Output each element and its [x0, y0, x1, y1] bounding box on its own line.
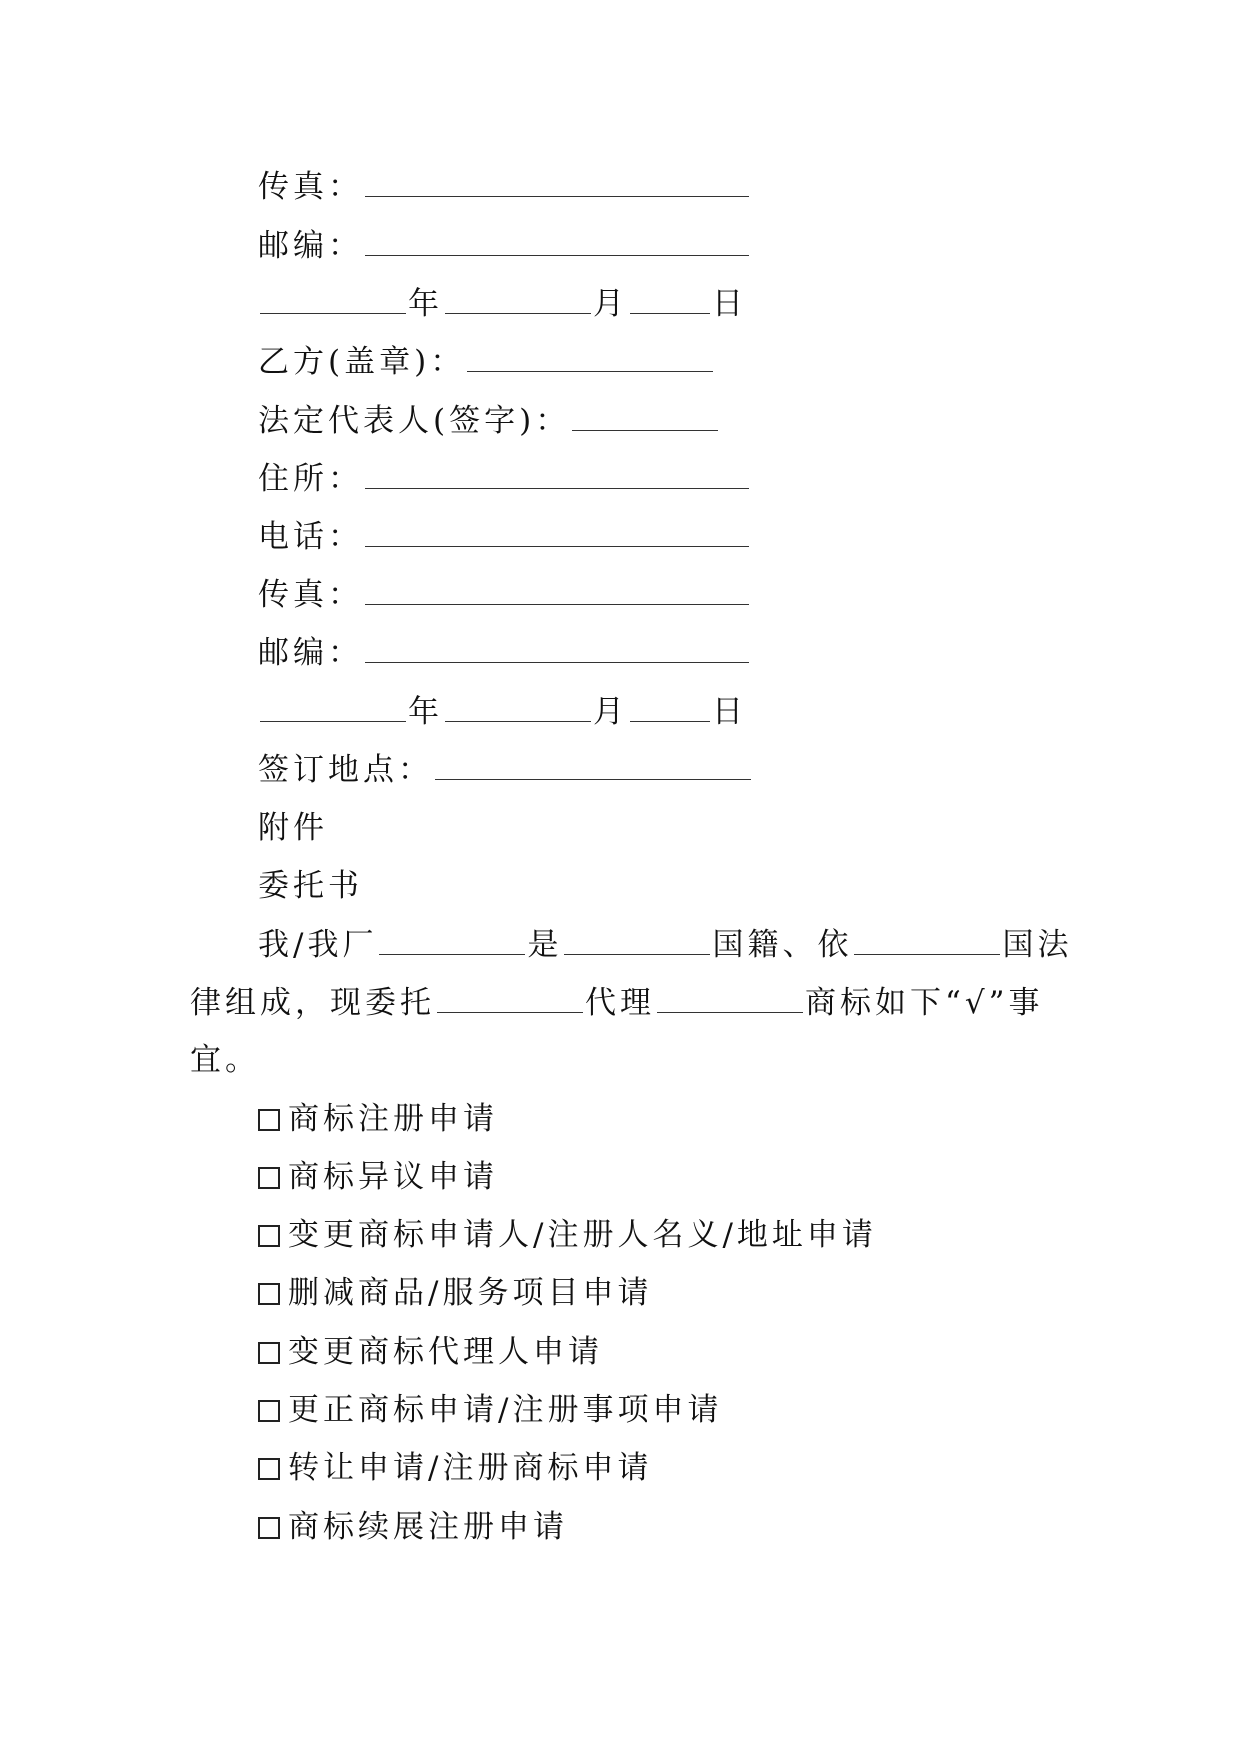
checkbox-icon[interactable]: [258, 1400, 280, 1422]
phone-line: [258, 516, 751, 556]
option-label: 商标注册申请: [288, 1101, 498, 1137]
checkbox-icon[interactable]: [258, 1458, 280, 1480]
party-b-seal-label: 乙方(盖章)：: [258, 344, 466, 380]
year-blank[interactable]: [260, 283, 406, 314]
entity-name-blank[interactable]: [379, 924, 525, 955]
p2-text-c: 商标如下“√”事: [805, 985, 1044, 1021]
checkbox-icon[interactable]: [258, 1167, 280, 1189]
option-item[interactable]: [258, 1215, 877, 1255]
option-label: 变更商标申请人/注册人名义/地址申请: [288, 1217, 877, 1253]
fax-line-a: [258, 166, 751, 206]
legal-rep-label: 法定代表人(签字)：: [258, 403, 571, 439]
option-label: 商标续展注册申请: [288, 1509, 568, 1545]
postcode-line-b: [258, 632, 751, 672]
postcode-line-a: [258, 225, 751, 265]
month-label-b: 月: [593, 694, 628, 730]
address-line: [258, 458, 751, 498]
option-label: 转让申请/注册商标申请: [288, 1450, 653, 1486]
checkbox-icon[interactable]: [258, 1225, 280, 1247]
party-b-seal-line: [258, 341, 715, 381]
nationality-blank[interactable]: [564, 924, 710, 955]
option-label: 商标异议申请: [288, 1159, 498, 1195]
p2-text-b: 代理: [585, 985, 655, 1021]
date-line-b: [258, 691, 747, 731]
address-blank[interactable]: [365, 458, 749, 489]
option-label: 变更商标代理人申请: [288, 1334, 603, 1370]
month-label: 月: [593, 286, 628, 322]
option-item[interactable]: [258, 1507, 568, 1547]
agent-blank[interactable]: [437, 982, 583, 1013]
paragraph-line-1: [258, 924, 1072, 964]
p1-text-d: 国法: [1002, 927, 1073, 963]
postcode-blank-b[interactable]: [365, 632, 749, 663]
phone-label: 电话：: [258, 519, 363, 555]
legal-rep-blank[interactable]: [572, 400, 718, 431]
option-item[interactable]: [258, 1448, 652, 1488]
option-label: 删减商品/服务项目申请: [288, 1275, 653, 1311]
p2-text-a: 律组成，现委托: [190, 985, 435, 1021]
attachment-title: 委托书: [258, 868, 363, 904]
trademark-blank[interactable]: [657, 982, 803, 1013]
checkbox-icon[interactable]: [258, 1517, 280, 1539]
day-label-b: 日: [712, 694, 747, 730]
address-label: 住所：: [258, 461, 363, 497]
phone-blank[interactable]: [365, 516, 749, 547]
day-label: 日: [712, 286, 747, 322]
signing-place-label: 签订地点：: [258, 752, 433, 788]
month-blank[interactable]: [445, 283, 591, 314]
year-label-b: 年: [408, 694, 443, 730]
checkbox-icon[interactable]: [258, 1109, 280, 1131]
year-blank-b[interactable]: [260, 691, 406, 722]
option-item[interactable]: [258, 1273, 652, 1313]
legal-rep-line: [258, 400, 720, 440]
postcode-label: 邮编：: [258, 228, 363, 264]
date-line-a: [258, 283, 747, 323]
month-blank-b[interactable]: [445, 691, 591, 722]
signing-place-line: [258, 749, 753, 789]
signing-place-blank[interactable]: [435, 749, 751, 780]
law-country-blank[interactable]: [854, 924, 1000, 955]
party-b-seal-blank[interactable]: [467, 341, 713, 372]
year-label: 年: [408, 286, 443, 322]
option-item[interactable]: [258, 1099, 498, 1139]
fax-label-b: 传真：: [258, 577, 363, 613]
checkbox-icon[interactable]: [258, 1283, 280, 1305]
postcode-blank[interactable]: [365, 225, 749, 256]
attachment-heading: 附件: [258, 810, 328, 846]
fax-line-b: [258, 574, 751, 614]
fax-blank[interactable]: [365, 166, 749, 197]
option-item[interactable]: [258, 1390, 722, 1430]
checkbox-icon[interactable]: [258, 1342, 280, 1364]
fax-blank-b[interactable]: [365, 574, 749, 605]
option-item[interactable]: [258, 1157, 498, 1197]
option-item[interactable]: [258, 1332, 603, 1372]
paragraph-line-3: 宜。: [190, 1042, 260, 1078]
option-label: 更正商标申请/注册事项申请: [288, 1392, 723, 1428]
fax-label: 传真：: [258, 169, 363, 205]
p1-text-a: 我/我厂: [258, 927, 378, 963]
p1-text-c: 国籍、依: [712, 927, 853, 963]
day-blank-b[interactable]: [630, 691, 710, 722]
day-blank[interactable]: [630, 283, 710, 314]
paragraph-line-2: [190, 982, 1043, 1022]
p1-text-b: 是: [527, 927, 563, 963]
postcode-label-b: 邮编：: [258, 635, 363, 671]
